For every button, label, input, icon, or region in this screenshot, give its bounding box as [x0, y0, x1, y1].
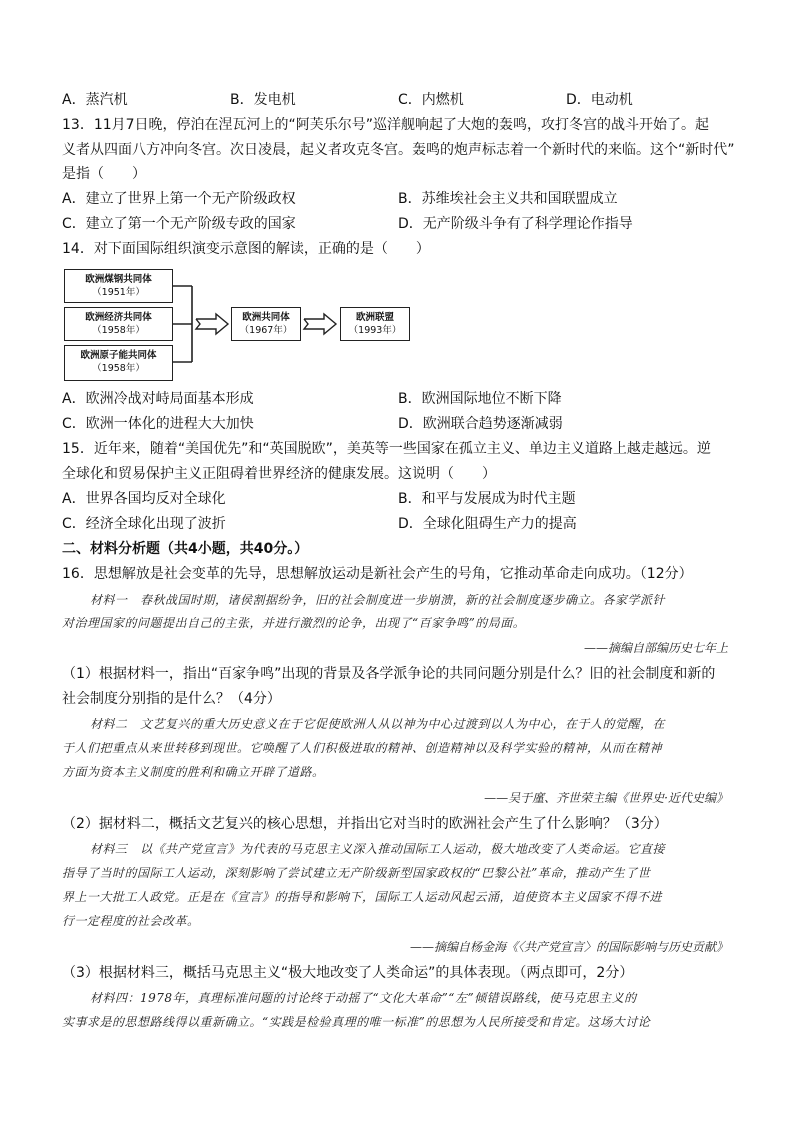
box-eec [64, 307, 173, 341]
double-arrow-icon [196, 314, 228, 334]
q14-option-d[interactable]: D．欧洲联合趋势逐渐减弱 [398, 416, 563, 432]
q16-stem: 16．思想解放是社会变革的先导，思想解放运动是新社会产生的号角，它推动革命走向成功。（12分） [62, 566, 693, 582]
material1-line1: 材料一 春秋战国时期，诸侯割据纷争，旧的社会制度进一步崩溃，新的社会制度逐步确立。各家学派针 [90, 593, 666, 607]
q13-option-b[interactable]: B．苏维埃社会主义共和国联盟成立 [398, 191, 618, 207]
q13-stem-line2: 义者从四面八方冲向冬宫。次日凌晨，起义者攻克冬宫。轰鸣的炮声标志着一个新时代的来临。这个“新时代” [62, 142, 735, 158]
q15-option-c[interactable]: C．经济全球化出现了波折 [62, 516, 226, 532]
material3-line4: 行一定程度的社会改革。 [62, 914, 200, 928]
material1-line2: 对治理国家的问题提出自己的主张，并进行激烈的论争，出现了“百家争鸣”的局面。 [62, 616, 526, 630]
material2-line2: 于人们把重点从来世转移到现世。它唤醒了人们积极进取的精神、创造精神以及科学实验的精神，从而在精神 [62, 741, 663, 755]
material2-line1: 材料二 文艺复兴的重大历史意义在于它促使欧洲人从以神为中心过渡到以人为中心，在于人的觉醒，在 [90, 717, 666, 731]
material3-source: ——摘编自杨金海《〈共产党宣言〉的国际影响与历史贡献》 [409, 940, 728, 954]
eu-evolution-diagram [64, 268, 424, 384]
section2-title: 二、材料分析题（共4小题，共40分。） [62, 541, 309, 557]
material2-line3: 方面为资本主义制度的胜利和确立开辟了道路。 [62, 765, 325, 779]
ec-name: 欧洲共同体 [242, 312, 290, 323]
q13-stem-line3: 是指（ ） [62, 166, 146, 182]
q15-option-a[interactable]: A．世界各国均反对全球化 [62, 491, 226, 507]
subq1-line2: 社会制度分别指的是什么？（4分） [62, 691, 281, 707]
box-ecsc [64, 269, 173, 303]
material1-source: ——摘编自部编历史七年上 [583, 641, 728, 655]
q13-stem-line1: 13．11月7日晚，停泊在涅瓦河上的“阿芙乐尔号”巡洋舰响起了大炮的轰鸣，攻打冬宫的战斗开始了。起 [62, 117, 710, 133]
q12-option-d[interactable]: D．电动机 [566, 92, 633, 108]
box-euratom [64, 345, 173, 381]
material4-line1: 材料四：1978年，真理标准问题的讨论终于动摇了“文化大革命”“左”倾错误路线，使马克思主义的 [90, 991, 637, 1005]
eu-name: 欧洲联盟 [355, 312, 394, 323]
q14-stem: 14．对下面国际组织演变示意图的解读，正确的是（ ） [62, 241, 430, 257]
q15-stem-line1: 15．近年来，随着“美国优先”和“英国脱欧”，美英等一些国家在孤立主义、单边主义道路上越走越远。逆 [62, 441, 711, 457]
q14-option-b[interactable]: B．欧洲国际地位不断下降 [398, 391, 562, 407]
ec-year: （1967年） [239, 325, 293, 336]
q12-option-c[interactable]: C．内燃机 [398, 92, 464, 108]
subq2: （2）据材料二，概括文艺复兴的核心思想，并指出它对当时的欧洲社会产生了什么影响？（3分） [62, 816, 668, 832]
material3-line3: 界上一大批工人政党。正是在《宣言》的指导和影响下，国际工人运动风起云涌，迫使资本主义国家不得不进 [62, 890, 663, 904]
box-eu [340, 307, 410, 341]
q12-option-b[interactable]: B．发电机 [230, 92, 296, 108]
q13-option-a[interactable]: A．建立了世界上第一个无产阶级政权 [62, 191, 296, 207]
material2-source: ——吴于廑、齐世荣主编《世界史·近代史编》 [484, 791, 728, 805]
subq3: （3）根据材料三，概括马克思主义“极大地改变了人类命运”的具体表现。（两点即可，2分） [62, 965, 634, 981]
q12-option-a[interactable]: A．蒸汽机 [62, 92, 128, 108]
material4-line2: 实事求是的思想路线得以重新确立。“实践是检验真理的唯一标准”的思想为人民所接受和肯定。这场大讨论 [62, 1015, 651, 1029]
euratom-year: （1958年） [92, 363, 145, 374]
ecsc-name: 欧洲煤钢共同体 [85, 274, 152, 285]
q14-option-a[interactable]: A．欧洲冷战对峙局面基本形成 [62, 391, 254, 407]
eu-year: （1993年） [348, 325, 402, 336]
box-ec [231, 307, 301, 341]
q13-option-d[interactable]: D．无产阶级斗争有了科学理论作指导 [398, 216, 633, 232]
material3-line2: 指导了当时的国际工人运动，深刻影响了尝试建立无产阶级新型国家政权的“巴黎公社”革命，推动产生了世 [62, 866, 651, 880]
eec-year: （1958年） [92, 325, 145, 336]
double-arrow-icon [304, 314, 336, 334]
ecsc-year: （1951年） [92, 287, 145, 298]
q14-option-c[interactable]: C．欧洲一体化的进程大大加快 [62, 416, 254, 432]
material3-line1: 材料三 以《共产党宣言》为代表的马克思主义深入推动国际工人运动，极大地改变了人类命运。它直接 [90, 842, 666, 856]
subq1-line1: （1）根据材料一，指出“百家争鸣”出现的背景及各学派争论的共同问题分别是什么？旧的社会制度和新的 [62, 666, 716, 682]
q15-option-b[interactable]: B．和平与发展成为时代主题 [398, 491, 576, 507]
q13-option-c[interactable]: C．建立了第一个无产阶级专政的国家 [62, 216, 296, 232]
euratom-name: 欧洲原子能共同体 [80, 350, 157, 361]
eec-name: 欧洲经济共同体 [85, 312, 152, 323]
q15-option-d[interactable]: D．全球化阻碍生产力的提高 [398, 516, 577, 532]
q15-stem-line2: 全球化和贸易保护主义正阻碍着世界经济的健康发展。这说明（ ） [62, 466, 496, 482]
